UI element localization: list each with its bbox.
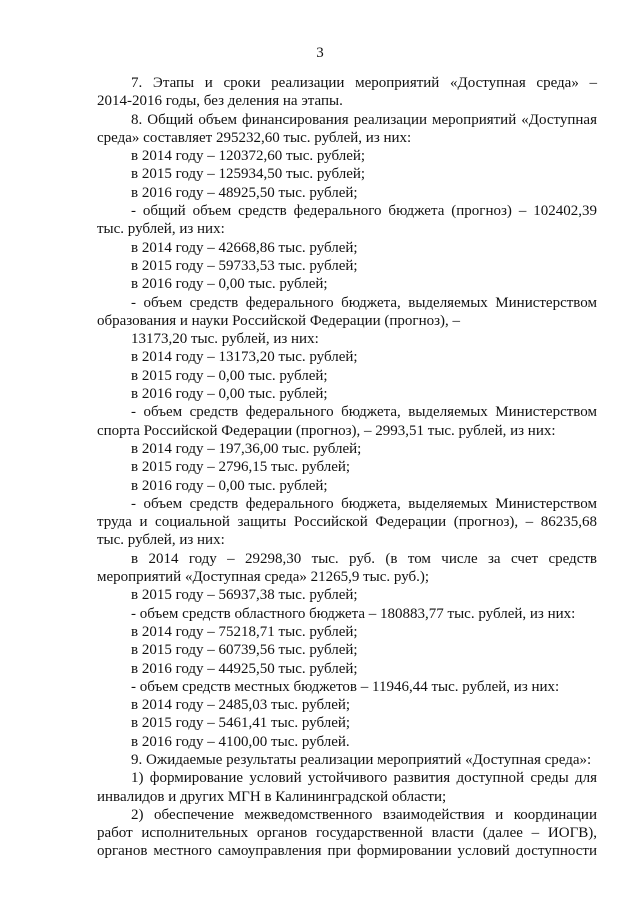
text-line: - объем средств федерального бюджета, выделяемых Министерством (131, 495, 597, 512)
text-line: в 2016 году – 44925,50 тыс. рублей; (131, 660, 358, 677)
text-line: в 2016 году – 0,00 тыс. рублей; (131, 386, 328, 403)
text-line: 8. Общий объем финансирования реализации мероприятий «Доступная (131, 111, 597, 128)
text-line: работ исполнительных органов государственной власти (далее – ИОГВ), (97, 825, 597, 842)
text-line: в 2016 году – 0,00 тыс. рублей; (131, 276, 328, 293)
text-line: 1) формирование условий устойчивого развития доступной среды для (131, 770, 597, 787)
text-line: среда» составляет 295232,60 тыс. рублей, из них: (97, 129, 412, 146)
text-line: 7. Этапы и сроки реализации мероприятий «Доступная среда» – (131, 75, 597, 91)
text-line: труда и социальной защиты Российской Федерации (прогноз), – 86235,68 (97, 514, 597, 531)
text-line: в 2016 году – 48925,50 тыс. рублей; (131, 184, 358, 201)
text-line: 13173,20 тыс. рублей, из них: (131, 331, 319, 348)
text-line: 2014-2016 годы, без деления на этапы. (97, 93, 343, 110)
text-line: тыс. рублей, из них: (97, 532, 225, 549)
text-line: в 2016 году – 0,00 тыс. рублей; (131, 477, 328, 494)
text-line: в 2014 году – 42668,86 тыс. рублей; (131, 239, 358, 256)
text-line: в 2015 году – 2796,15 тыс. рублей; (131, 459, 351, 476)
text-line: в 2015 году – 5461,41 тыс. рублей; (131, 715, 351, 732)
text-line: тыс. рублей, из них: (97, 221, 225, 238)
text-line: образования и науки Российской Федерации (прогноз), – (97, 312, 461, 329)
text-line: в 2016 году – 4100,00 тыс. рублей. (131, 733, 350, 750)
text-line: в 2014 году – 29298,30 тыс. руб. (в том числе за счет средств (131, 550, 597, 567)
text-line: 9. Ожидаемые результаты реализации мероприятий «Доступная среда»: (131, 751, 592, 768)
text-line: спорта Российской Федерации (прогноз), – 2993,51 тыс. рублей, из них: (97, 422, 556, 439)
text-line: - объем средств областного бюджета – 180883,77 тыс. рублей, из них: (131, 605, 576, 622)
text-line: в 2014 году – 13173,20 тыс. рублей; (131, 349, 358, 366)
document-body (97, 74, 597, 861)
page-number: 3 (316, 45, 324, 61)
text-line: в 2015 году – 125934,50 тыс. рублей; (131, 166, 366, 183)
text-line: - объем средств федерального бюджета, выделяемых Министерством (131, 404, 597, 421)
text-line: в 2014 году – 120372,60 тыс. рублей; (131, 148, 366, 165)
text-line: в 2015 году – 60739,56 тыс. рублей; (131, 642, 358, 659)
text-line: в 2014 году – 197,36,00 тыс. рублей; (131, 440, 362, 457)
text-line: органов местного самоуправления при формировании условий доступности (97, 843, 597, 860)
text-line: - объем средств местных бюджетов – 11946,44 тыс. рублей, из них: (131, 678, 560, 695)
text-line: - объем средств федерального бюджета, выделяемых Министерством (131, 294, 597, 311)
text-line: в 2014 году – 2485,03 тыс. рублей; (131, 697, 351, 714)
text-line: - общий объем средств федерального бюджета (прогноз) – 102402,39 (131, 203, 597, 220)
text-line: в 2015 году – 0,00 тыс. рублей; (131, 367, 328, 384)
text-line: 2) обеспечение межведомственного взаимодействия и координации (131, 806, 597, 823)
text-line: в 2015 году – 56937,38 тыс. рублей; (131, 587, 358, 604)
text-line: инвалидов и других МГН в Калининградской области; (97, 788, 447, 805)
text-line: в 2014 году – 75218,71 тыс. рублей; (131, 623, 358, 640)
text-line: мероприятий «Доступная среда» 21265,9 тыс. руб.); (97, 569, 430, 586)
text-line: в 2015 году – 59733,53 тыс. рублей; (131, 257, 358, 274)
